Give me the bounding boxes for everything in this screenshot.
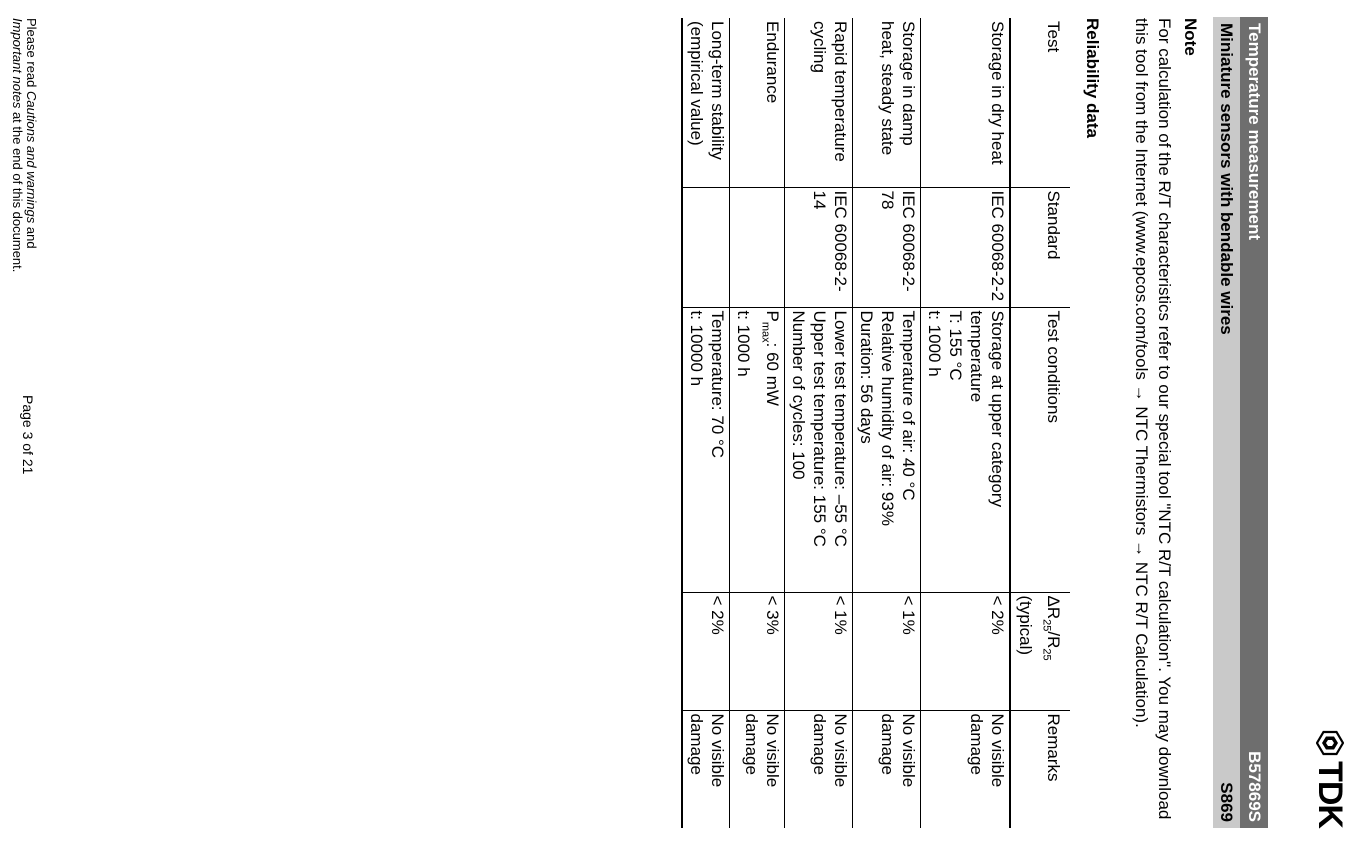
footer-suffix: at the end of this document. [10,108,25,273]
cell-conditions [682,307,730,592]
cell-standard: IEC 60068-2-14 [784,187,852,307]
condition-line: t: 10000 h [687,310,707,387]
tdk-emblem-icon [1316,729,1344,757]
cell-standard: IEC 60068-2-2 [920,187,1010,307]
col-conditions: Test conditions [1010,307,1070,592]
tdk-logo-text: TDK [1311,761,1349,828]
footer-important: Important notes [10,18,25,109]
condition-line: Storage at upper category temperature [966,310,1007,508]
reliability-heading: Reliability data [1083,18,1102,138]
tdk-logo [1310,708,1350,828]
cell-standard: IEC 60068-2-78 [852,187,920,307]
product-subtitle: Miniature sensors with bendable wires [1217,23,1237,335]
cell-test: Storage in damp heat, steady state [852,18,920,187]
pmax-subscript: max [759,321,772,343]
col-delta [1010,592,1070,710]
col-standard: Standard [1010,187,1070,307]
cell-standard [730,187,784,307]
cell-delta: < 2% [682,592,730,710]
condition-line: Temperature of air: 40 °C [898,310,918,501]
col-test: Test [1010,18,1070,187]
cell-test: Endurance [730,18,784,187]
condition-line: Lower test temperature: –55 °C [830,310,850,547]
table-row [784,18,852,828]
header-bar-subtitle [1213,17,1240,828]
cell-standard [682,187,730,307]
page-number: Page 3 of 21 [20,395,36,475]
cell-remarks: No visible damage [784,710,852,828]
part-number: B57869S [1245,751,1264,822]
footer-note [10,18,38,318]
table-row [682,18,730,828]
cell-conditions [920,307,1010,592]
table-header-row [1010,18,1070,828]
cell-remarks: No visible damage [730,710,784,828]
table-row [852,18,920,828]
table-row [920,18,1010,828]
condition-line: t: 1000 h [734,310,754,377]
cell-test: Rapid temperature cycling [784,18,852,187]
cell-delta: < 3% [730,592,784,710]
header-bar-category [1240,17,1268,828]
cell-test: Long-term stability (empirical value) [682,18,730,187]
category-title: Temperature measurement [1245,23,1264,240]
footer-and: and [24,223,39,249]
cell-remarks: No visible damage [682,710,730,828]
col-delta-mid: /R [1044,631,1063,649]
cell-delta: < 1% [852,592,920,710]
pmax-value: : 60 mW [762,342,782,406]
condition-line: Relative humidity of air: 93% [877,310,897,526]
cell-test: Storage in dry heat [920,18,1010,187]
table-row [730,18,784,828]
footer-cautions: Cautions and warnings [24,91,39,224]
cell-remarks: No visible damage [920,710,1010,828]
note-heading: Note [1181,18,1200,56]
reliability-table [681,18,1070,828]
col-delta-sub2: 25 [1040,648,1053,661]
note-body: For calculation of the R/T characteristics refer to our special tool "NTC R/T calculation". You may download this tool from the Internet (www.epcos.com/tools → NTC Thermistors → NTC R/T Calculation). [1132,18,1174,820]
cell-delta: < 1% [784,592,852,710]
cell-conditions [730,307,784,592]
condition-line: Duration: 56 days [856,310,876,444]
cell-delta: < 2% [920,592,1010,710]
col-delta-sub1: 25 [1040,619,1053,632]
condition-line: Number of cycles: 100 [788,310,808,480]
footer-prefix: Please read [24,18,39,91]
condition-line: Temperature: 70 °C [708,310,728,459]
series-code: S869 [1217,782,1237,822]
cell-remarks: No visible damage [852,710,920,828]
col-delta-main: ΔR [1044,595,1063,620]
pmax-symbol: P [762,310,782,322]
condition-line: Upper test temperature: 155 °C [809,310,829,547]
condition-line-pmax [754,311,782,589]
cell-conditions [852,307,920,592]
condition-line: T: 155 °C [945,310,965,381]
col-remarks: Remarks [1010,710,1070,828]
condition-line: t: 1000 h [924,310,944,377]
cell-conditions [784,307,852,592]
col-delta-suffix: (typical) [1015,595,1035,656]
